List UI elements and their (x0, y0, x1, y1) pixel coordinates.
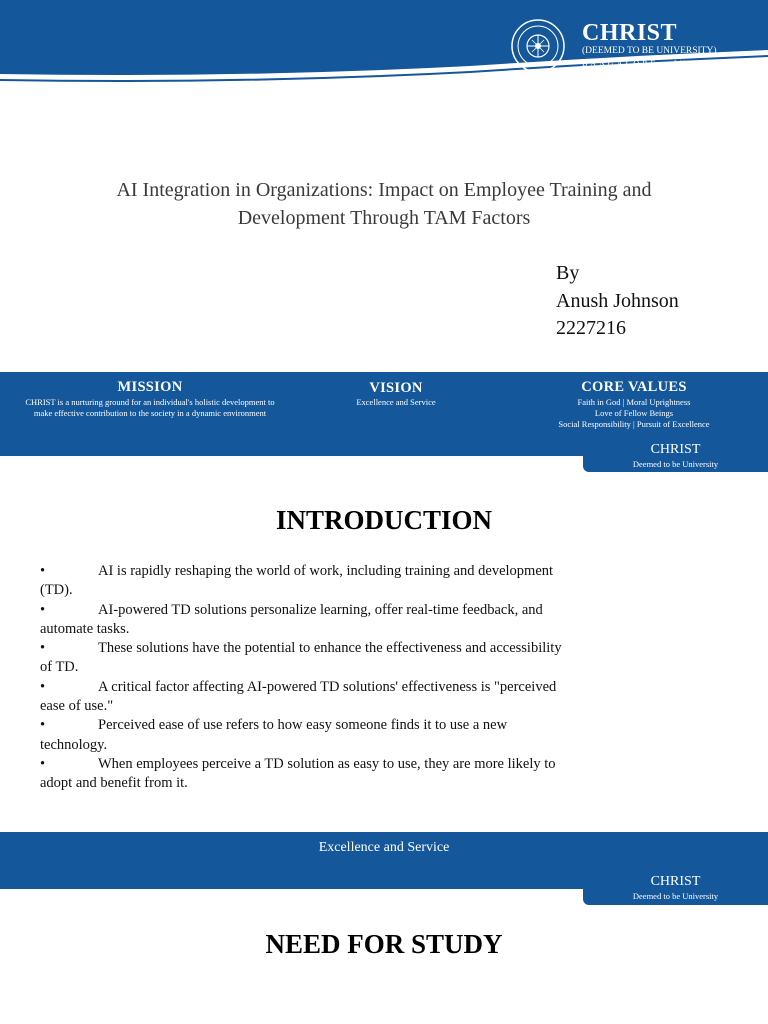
bullet-line-2: ease of use." (40, 698, 114, 715)
list-item (40, 716, 620, 755)
bullet-line-1: AI-powered TD solutions personalize learning, offer real-time feedback, and (98, 601, 543, 618)
list-item (40, 601, 620, 640)
mission-line-1: CHRIST is a nurturing ground for an individual's holistic development to (25, 397, 275, 407)
by-label: By (556, 262, 580, 284)
bullet-glyph: • (40, 601, 46, 618)
vision-text: Excellence and Service (356, 397, 436, 407)
core-values-line-1: Faith in God | Moral Uprightness (577, 397, 691, 407)
vision-title: VISION (369, 380, 423, 396)
mission-title: MISSION (117, 379, 183, 395)
christ-logo (510, 18, 725, 74)
author-name: Anush Johnson (556, 289, 679, 312)
tab-deemed-label: Deemed to be University (632, 459, 719, 469)
need-for-study-heading: NEED FOR STUDY (265, 929, 503, 959)
bullet-line-2: automate tasks. (40, 620, 130, 637)
list-item (40, 678, 620, 717)
logo-location: BANGALORE · INDIA (582, 59, 712, 68)
university-tab (583, 440, 768, 472)
bullet-line-2: technology. (40, 736, 108, 753)
bullet-line-2: (TD). (40, 582, 73, 599)
bullet-line-1: When employees perceive a TD solution as easy to use, they are more likely to (98, 755, 556, 772)
bullet-glyph: • (40, 755, 46, 772)
list-item (40, 639, 620, 678)
presentation-title (40, 176, 728, 232)
tab-christ-label: CHRIST (650, 874, 701, 889)
mission-text (0, 397, 300, 419)
tab-christ-label: CHRIST (650, 442, 701, 457)
bullet-glyph: • (40, 678, 46, 695)
core-values-line-3: Social Responsibility | Pursuit of Excellence (558, 419, 710, 429)
bullet-glyph: • (40, 640, 46, 657)
bullet-line-1: A critical factor affecting AI-powered TD solutions' effectiveness is "perceived (98, 678, 557, 695)
footer-motto: Excellence and Service (318, 840, 450, 855)
title-line-1: AI Integration in Organizations: Impact on Employee Training and (116, 179, 652, 201)
bullet-line-2: adopt and benefit from it. (40, 775, 188, 792)
introduction-bullet-list (40, 562, 620, 794)
title-line-2: Development Through TAM Factors (237, 207, 531, 229)
bullet-line-2: of TD. (40, 659, 79, 676)
author-id: 2227216 (556, 317, 626, 339)
mission-line-2: make effective contribution to the society in a dynamic environment (33, 408, 267, 418)
core-values-title: CORE VALUES (581, 379, 687, 395)
author-block (556, 260, 679, 343)
bullet-line-1: Perceived ease of use refers to how easy someone finds it to use a new (98, 717, 508, 734)
logo-subtitle: (DEEMED TO BE UNIVERSITY) (582, 46, 717, 56)
core-values-line-2: Love of Fellow Beings (594, 408, 674, 418)
logo-wordmark: CHRIST (582, 20, 678, 46)
bullet-line-1: These solutions have the potential to enhance the effectiveness and accessibility (98, 640, 562, 657)
bullet-glyph: • (40, 563, 46, 579)
university-tab (583, 872, 768, 905)
list-item (40, 755, 620, 794)
university-seal-icon (510, 18, 566, 74)
introduction-heading: INTRODUCTION (275, 505, 493, 535)
core-values-text (534, 397, 734, 430)
bullet-line-1: AI is rapidly reshaping the world of work, including training and development (98, 563, 554, 579)
bullet-glyph: • (40, 717, 46, 734)
tab-deemed-label: Deemed to be University (632, 891, 719, 901)
list-item (40, 562, 620, 601)
